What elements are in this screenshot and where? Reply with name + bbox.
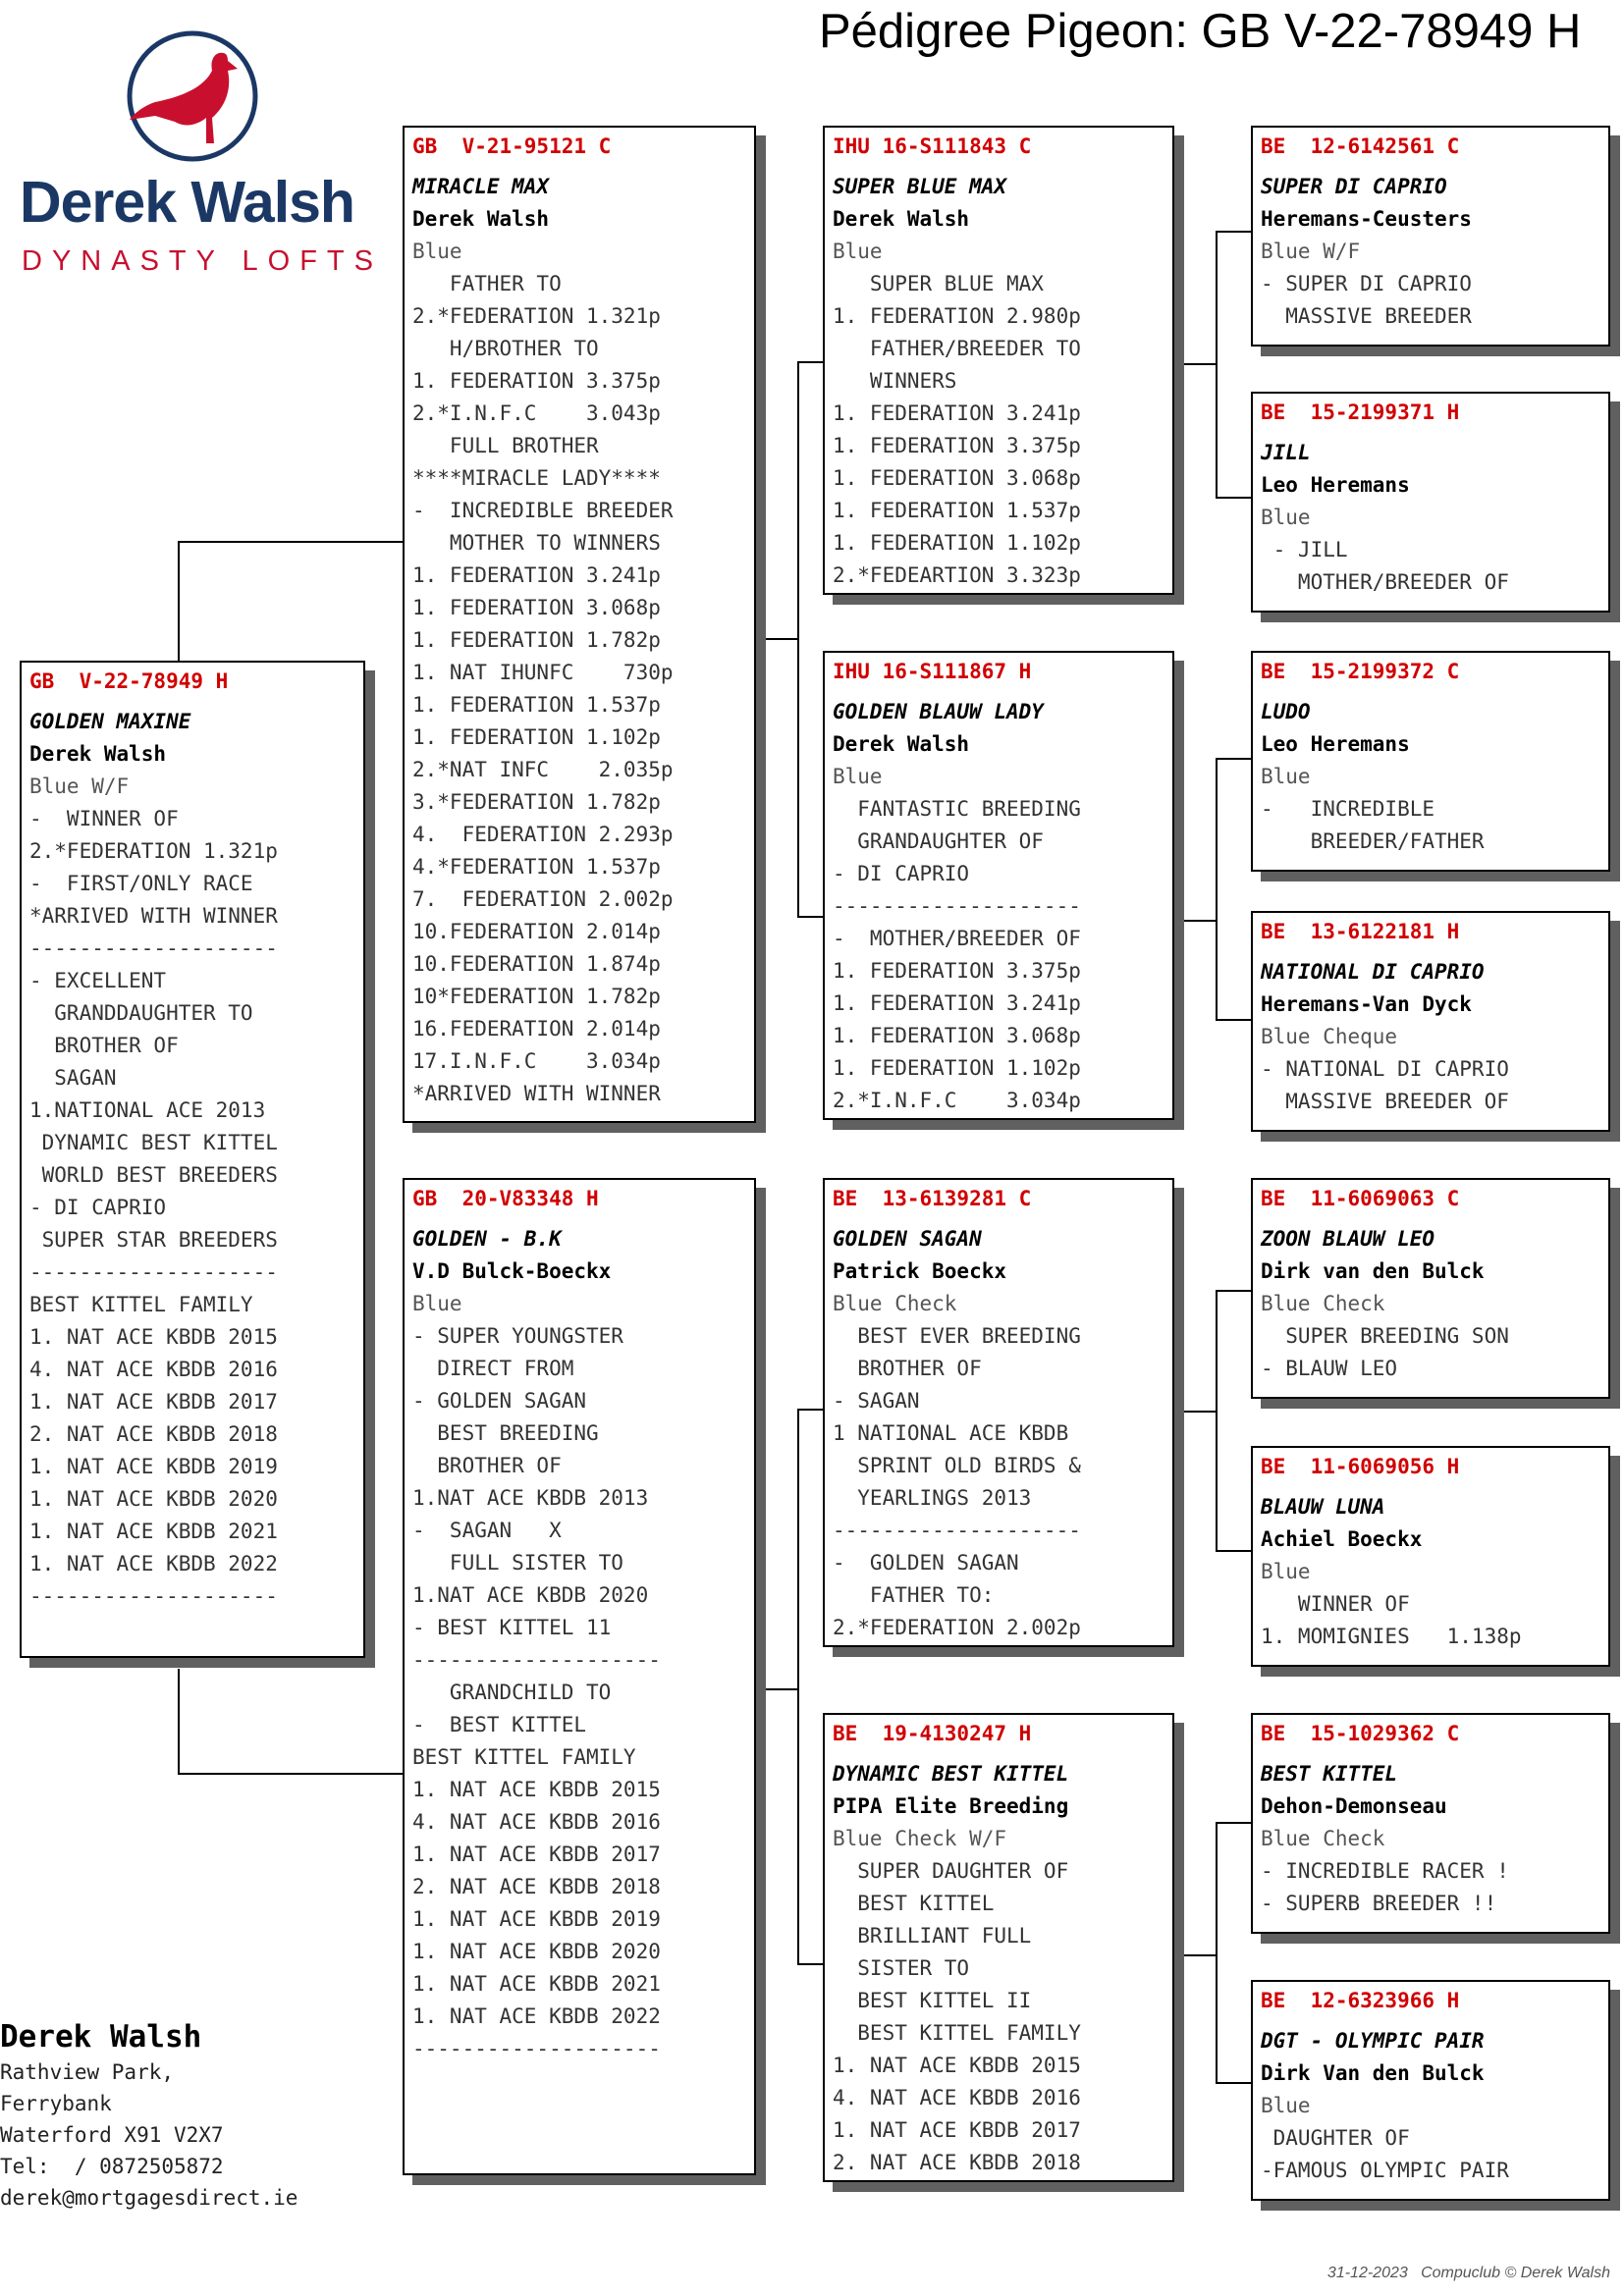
note-line: DYNAMIC BEST KITTEL [29,1131,278,1154]
note-line: FANTASTIC BREEDING [833,797,1081,821]
note-line: - INCREDIBLE RACER ! [1261,1859,1509,1883]
ring-number: GB V-21-95121 C [412,134,612,158]
note-line: 1. NAT ACE KBDB 2021 [29,1520,278,1543]
connector-line [756,1688,799,1690]
note-line: 1. FEDERATION 3.375p [833,434,1081,457]
note-line: WORLD BEST BREEDERS [29,1163,278,1187]
note-line: 1. FEDERATION 3.241p [833,991,1081,1015]
owner-address-line: Waterford X91 V2X7 [0,2123,224,2147]
note-line: BREEDER/FATHER [1261,829,1485,853]
connector-line [1216,758,1218,1020]
note-line: SUPER STAR BREEDERS [29,1228,278,1252]
note-line: BEST BREEDING [412,1421,599,1445]
connector-line [178,1773,404,1775]
note-line: 1. FEDERATION 1.782p [412,628,661,652]
note-line: 2.*I.N.F.C 3.043p [412,401,661,425]
breeder-name: Derek Walsh [833,732,970,756]
pigeon-name: GOLDEN - B.K [412,1227,562,1251]
owner-address-line: Ferrybank [0,2092,112,2115]
bird-card-mother-mother[interactable] [823,1713,1174,2182]
note-line: 1. FEDERATION 1.102p [412,725,661,749]
note-line: 1. NAT ACE KBDB 2015 [29,1325,278,1349]
note-line: 1.NAT ACE KBDB 2020 [412,1583,649,1607]
note-line: - SUPER YOUNGSTER [412,1324,623,1348]
note-line: - SAGAN X [412,1519,562,1542]
note-line: -FAMOUS OLYMPIC PAIR [1261,2159,1509,2182]
note-line: 1. FEDERATION 3.068p [833,466,1081,490]
note-line: -------------------- [412,2037,661,2060]
note-line: - GOLDEN SAGAN [412,1389,587,1413]
note-line: 17.I.N.F.C 3.034p [412,1049,661,1073]
note-line: 1. FEDERATION 3.375p [833,959,1081,983]
bird-card-father-mother[interactable] [823,651,1174,1120]
note-line: 1. NAT ACE KBDB 2017 [833,2118,1081,2142]
note-line: 2.*FEDERATION 1.321p [412,304,661,328]
note-line: SISTER TO [833,1956,970,1980]
bird-card-subject[interactable] [20,661,365,1658]
breeder-name: Derek Walsh [29,742,167,766]
spacer [1261,163,1600,171]
pigeon-color: Blue [833,765,883,788]
bird-card-fff[interactable] [1251,126,1610,347]
pigeon-name: SUPER DI CAPRIO [1261,175,1447,198]
note-line: *ARRIVED WITH WINNER [412,1082,661,1105]
note-line: BROTHER OF [412,1454,562,1477]
ring-number: IHU 16-S111843 C [833,134,1032,158]
note-line: BRILLIANT FULL [833,1924,1032,1948]
pigeon-color: Blue [412,240,462,263]
pigeon-color: Blue [412,1292,462,1315]
spacer [412,163,746,171]
note-line: 1. NAT ACE KBDB 2017 [29,1390,278,1414]
note-line: 2. NAT ACE KBDB 2018 [412,1875,661,1898]
note-line: 1. FEDERATION 1.537p [412,693,661,717]
note-line: 2.*FEDERATION 1.321p [29,839,278,863]
pigeon-color: Blue W/F [29,774,130,798]
note-line: 1. FEDERATION 3.241p [833,401,1081,425]
pigeon-name: GOLDEN BLAUW LADY [833,700,1044,723]
note-line: FULL SISTER TO [412,1551,623,1575]
note-line: 1. FEDERATION 3.068p [412,596,661,619]
note-line: SUPER DAUGHTER OF [833,1859,1069,1883]
pigeon-name: BLAUW LUNA [1261,1495,1385,1519]
note-line: SUPER BREEDING SON [1261,1324,1509,1348]
connector-line [797,361,799,917]
note-line: FULL BROTHER [412,434,599,457]
note-line: 1. FEDERATION 3.375p [412,369,661,393]
note-line: FATHER TO: [833,1583,995,1607]
note-line: MOTHER/BREEDER OF [1261,570,1509,594]
connector-line [1216,1822,1218,2083]
spacer [1261,688,1600,696]
pigeon-name: NATIONAL DI CAPRIO [1261,960,1485,984]
connector-line [1216,758,1251,760]
ring-number: GB V-22-78949 H [29,669,229,693]
bird-card-mff[interactable] [1251,1178,1610,1399]
note-line: - NATIONAL DI CAPRIO [1261,1057,1509,1081]
connector-line [1216,231,1251,233]
spacer [1261,429,1600,437]
connector-line [1216,1290,1218,1551]
owner-phone: Tel: / 0872505872 [0,2155,224,2178]
note-line: BEST KITTEL [833,1892,995,1915]
note-line: GRANDAUGHTER OF [833,829,1044,853]
note-line: GRANDCHILD TO [412,1681,612,1704]
ring-number: IHU 16-S111867 H [833,660,1032,683]
brand-logo [14,27,387,283]
pigeon-color: Blue [1261,2094,1311,2117]
note-line: *ARRIVED WITH WINNER [29,904,278,928]
ring-number: BE 15-2199371 H [1261,400,1460,424]
note-line: MASSIVE BREEDER [1261,304,1472,328]
note-line: 10*FEDERATION 1.782p [412,985,661,1008]
note-line: SPRINT OLD BIRDS & [833,1454,1081,1477]
bird-card-fmm[interactable] [1251,911,1610,1132]
note-line: - INCREDIBLE [1261,797,1435,821]
breeder-name: Derek Walsh [833,207,970,231]
breeder-name: PIPA Elite Breeding [833,1794,1069,1818]
connector-line [1216,1290,1251,1292]
note-line: 2. NAT ACE KBDB 2018 [29,1422,278,1446]
pigeon-name: LUDO [1261,700,1311,723]
note-line: 1. FEDERATION 3.068p [833,1024,1081,1047]
note-line: 1. NAT ACE KBDB 2020 [29,1487,278,1511]
spacer [29,698,355,706]
note-line: FATHER/BREEDER TO [833,337,1081,360]
note-line: - DI CAPRIO [833,862,970,885]
pigeon-color: Blue W/F [1261,240,1361,263]
pigeon-name: ZOON BLAUW LEO [1261,1227,1435,1251]
note-line: FATHER TO [412,272,562,295]
pigeon-name: DGT - OLYMPIC PAIR [1261,2029,1485,2053]
pigeon-name: SUPER BLUE MAX [833,175,1007,198]
note-line: 1. NAT ACE KBDB 2021 [412,1972,661,1996]
pigeon-name: DYNAMIC BEST KITTEL [833,1762,1069,1786]
note-line: 10.FEDERATION 1.874p [412,952,661,976]
brand-subtitle: DYNASTY LOFTS [22,245,383,277]
note-line: - BLAUW LEO [1261,1357,1398,1380]
breeder-name: Dirk Van den Bulck [1261,2061,1485,2085]
bird-card-father-father[interactable] [823,126,1174,595]
note-line: 1. NAT ACE KBDB 2015 [833,2054,1081,2077]
note-line: YEARLINGS 2013 [833,1486,1032,1510]
bird-card-mother-father[interactable] [823,1178,1174,1647]
spacer [833,1750,1164,1758]
note-line: - SAGAN [833,1389,920,1413]
breeder-name: Heremans-Van Dyck [1261,992,1472,1016]
spacer [1261,1215,1600,1223]
note-line: 2.*FEDEARTION 3.323p [833,563,1081,587]
spacer [833,688,1164,696]
note-line: - JILL [1261,538,1348,561]
note-line: BEST EVER BREEDING [833,1324,1081,1348]
note-line: - SUPER DI CAPRIO [1261,272,1472,295]
note-line: 1. FEDERATION 1.102p [833,1056,1081,1080]
note-line: 3.*FEDERATION 1.782p [412,790,661,814]
pigeon-name: GOLDEN SAGAN [833,1227,982,1251]
ring-number: BE 11-6069063 C [1261,1187,1460,1210]
connector-line [1174,920,1218,922]
spacer [833,1215,1164,1223]
note-line: - EXCELLENT [29,969,167,992]
bird-card-ffm[interactable] [1251,392,1610,613]
note-line: 2.*FEDERATION 2.002p [833,1616,1081,1639]
connector-line [1216,1550,1251,1552]
brand-name: Derek Walsh [20,170,354,235]
ring-number: BE 13-6122181 H [1261,920,1460,943]
note-line: 1. MOMIGNIES 1.138p [1261,1625,1522,1648]
owner-name: Derek Walsh [0,2019,202,2055]
note-line: DIRECT FROM [412,1357,574,1380]
note-line: - INCREDIBLE BREEDER [412,499,674,522]
note-line: 2.*I.N.F.C 3.034p [833,1089,1081,1112]
note-line: - DI CAPRIO [29,1196,167,1219]
ring-number: BE 12-6323966 H [1261,1989,1460,2012]
note-line: ****MIRACLE LADY**** [412,466,661,490]
note-line: - BEST KITTEL [412,1713,587,1736]
ring-number: BE 19-4130247 H [833,1722,1032,1745]
note-line: - MOTHER/BREEDER OF [833,927,1081,950]
pigeon-color: Blue [1261,1560,1311,1583]
connector-line [797,1409,799,1965]
note-line: -------------------- [412,1648,661,1672]
note-line: 7. FEDERATION 2.002p [412,887,674,911]
note-line: 1. FEDERATION 1.537p [833,499,1081,522]
note-line: 4. FEDERATION 2.293p [412,823,674,846]
spacer [1261,1483,1600,1491]
pigeon-color: Blue Check [1261,1827,1385,1850]
note-line: BEST KITTEL FAMILY [412,1745,636,1769]
note-line: 1. NAT ACE KBDB 2019 [412,1907,661,1931]
breeder-name: V.D Bulck-Boeckx [412,1259,612,1283]
note-line: 1. NAT ACE KBDB 2022 [29,1552,278,1575]
connector-line [178,1669,180,1774]
note-line: 1. FEDERATION 1.102p [833,531,1081,555]
note-line: -------------------- [29,1584,278,1608]
ring-number: BE 15-2199372 C [1261,660,1460,683]
breeder-name: Achiel Boeckx [1261,1527,1423,1551]
bird-card-father[interactable] [403,126,756,1123]
note-line: 1. NAT ACE KBDB 2022 [412,2004,661,2028]
connector-line [756,638,799,640]
breeder-name: Derek Walsh [412,207,550,231]
pigeon-name: GOLDEN MAXINE [29,710,191,733]
note-line: 1. NAT ACE KBDB 2017 [412,1842,661,1866]
connector-line [1174,363,1218,365]
note-line: WINNER OF [1261,1592,1410,1616]
page-title: Pédigree Pigeon: GB V-22-78949 H [819,5,1582,58]
note-line: - GOLDEN SAGAN [833,1551,1019,1575]
pigeon-color: Blue Check [1261,1292,1385,1315]
note-line: -------------------- [29,936,278,960]
note-line: 2. NAT ACE KBDB 2018 [833,2151,1081,2174]
pigeon-color: Blue Check [833,1292,957,1315]
pigeon-color: Blue [1261,506,1311,529]
spacer [412,1215,746,1223]
breeder-name: Dehon-Demonseau [1261,1794,1447,1818]
note-line: 1 NATIONAL ACE KBDB [833,1421,1069,1445]
note-line: 1. NAT ACE KBDB 2020 [412,1940,661,1963]
pigeon-color: Blue Check W/F [833,1827,1007,1850]
ring-number: BE 12-6142561 C [1261,134,1460,158]
spacer [1261,2017,1600,2025]
bird-card-mmm[interactable] [1251,1980,1610,2201]
note-line: GRANDDAUGHTER TO [29,1001,253,1025]
note-line: BEST KITTEL II [833,1989,1032,2012]
note-line: 16.FEDERATION 2.014p [412,1017,661,1041]
note-line: - WINNER OF [29,807,179,830]
pigeon-name: JILL [1261,441,1311,464]
bird-card-fmf[interactable] [1251,651,1610,872]
connector-line [1174,1954,1218,1956]
note-line: -------------------- [29,1260,278,1284]
ring-number: BE 15-1029362 C [1261,1722,1460,1745]
note-line: - BEST KITTEL 11 [412,1616,612,1639]
note-line: 2.*NAT INFC 2.035p [412,758,674,781]
note-line: 4. NAT ACE KBDB 2016 [412,1810,661,1834]
note-line: MOTHER TO WINNERS [412,531,661,555]
connector-line [1216,497,1251,499]
note-line: BROTHER OF [29,1034,179,1057]
breeder-name: Dirk van den Bulck [1261,1259,1485,1283]
ring-number: GB 20-V83348 H [412,1187,599,1210]
note-line: - FIRST/ONLY RACE [29,872,253,895]
connector-line [1216,1019,1251,1021]
pigeon-color: Blue Cheque [1261,1025,1398,1048]
note-line: - SUPERB BREEDER !! [1261,1892,1497,1915]
footer-credit: 31-12-2023 Compuclub © Derek Walsh [1326,2265,1610,2281]
note-line: 4. NAT ACE KBDB 2016 [29,1358,278,1381]
bird-card-mmf[interactable] [1251,1713,1610,1934]
note-line: 4.*FEDERATION 1.537p [412,855,661,879]
note-line: H/BROTHER TO [412,337,599,360]
note-line: -------------------- [833,894,1081,918]
spacer [1261,1750,1600,1758]
note-line: 4. NAT ACE KBDB 2016 [833,2086,1081,2109]
pigeon-color: Blue [1261,765,1311,788]
note-line: SUPER BLUE MAX [833,272,1044,295]
note-line: 1. FEDERATION 3.241p [412,563,661,587]
note-line: MASSIVE BREEDER OF [1261,1090,1509,1113]
breeder-name: Leo Heremans [1261,732,1410,756]
spacer [833,163,1164,171]
owner-email[interactable]: derek@mortgagesdirect.ie [0,2186,298,2210]
connector-line [178,541,404,543]
note-line: 1. NAT IHUNFC 730p [412,661,674,684]
note-line: DAUGHTER OF [1261,2126,1410,2150]
ring-number: BE 13-6139281 C [833,1187,1032,1210]
note-line: BEST KITTEL FAMILY [29,1293,253,1316]
pigeon-name: BEST KITTEL [1261,1762,1398,1786]
bird-card-mother[interactable] [403,1178,756,2175]
connector-line [1216,231,1218,498]
pigeon-color: Blue [833,240,883,263]
note-line: 10.FEDERATION 2.014p [412,920,661,943]
connector-line [1216,2082,1251,2084]
connector-line [1216,1822,1251,1824]
spacer [1261,948,1600,956]
pigeon-logo-icon [116,27,273,165]
owner-address [0,2017,298,2214]
note-line: WINNERS [833,369,957,393]
note-line: 1.NAT ACE KBDB 2013 [412,1486,649,1510]
note-line: 1. NAT ACE KBDB 2019 [29,1455,278,1478]
note-line: BROTHER OF [833,1357,982,1380]
breeder-name: Leo Heremans [1261,473,1410,497]
breeder-name: Heremans-Ceusters [1261,207,1472,231]
note-line: -------------------- [833,1519,1081,1542]
breeder-name: Patrick Boeckx [833,1259,1007,1283]
bird-card-mfm[interactable] [1251,1446,1610,1667]
note-line: SAGAN [29,1066,117,1090]
owner-address-line: Rathview Park, [0,2060,175,2084]
connector-line [1174,1411,1218,1413]
note-line: 1. NAT ACE KBDB 2015 [412,1778,661,1801]
note-line: 1. FEDERATION 2.980p [833,304,1081,328]
note-line: 1.NATIONAL ACE 2013 [29,1098,266,1122]
pigeon-name: MIRACLE MAX [412,175,550,198]
note-line: BEST KITTEL FAMILY [833,2021,1081,2045]
ring-number: BE 11-6069056 H [1261,1455,1460,1478]
